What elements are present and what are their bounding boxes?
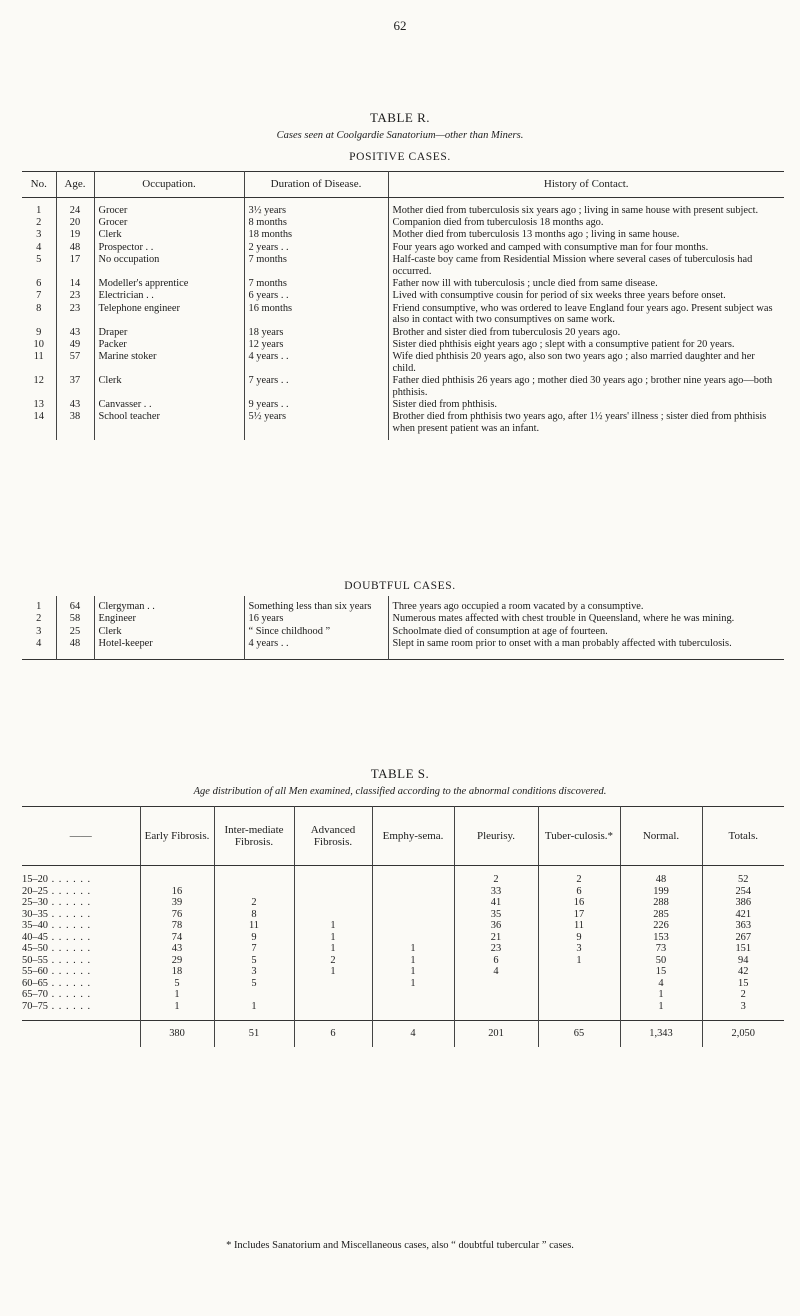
count-cell	[538, 989, 620, 1001]
age-group-row	[22, 978, 784, 990]
total-cell: 380	[140, 1021, 214, 1048]
count-cell	[372, 886, 454, 898]
case-occupation: Grocer	[94, 204, 244, 216]
totals-row	[22, 1021, 784, 1048]
count-cell	[454, 978, 538, 990]
count-cell: 43	[140, 943, 214, 955]
case-occupation: Clerk	[94, 374, 244, 398]
col-header-tuberculosis: Tuber-culosis.*	[538, 807, 620, 866]
col-header-pleurisy: Pleurisy.	[454, 807, 538, 866]
positive-cases-body	[22, 198, 784, 441]
count-cell: 2	[214, 897, 294, 909]
count-cell: 1	[294, 966, 372, 978]
case-number: 14	[22, 410, 56, 434]
case-history: Slept in same room prior to onset with a man probably affected with tuberculosis.	[392, 638, 732, 650]
table-r-title: TABLE R.	[369, 110, 430, 125]
case-number: 3	[22, 228, 56, 240]
case-duration: Something less than six years	[244, 600, 388, 612]
age-group-label: 65–70 . . . . . .	[22, 989, 140, 1001]
table-r-header-row	[22, 172, 784, 198]
count-cell	[372, 874, 454, 886]
count-cell: 1	[214, 1001, 294, 1013]
case-occupation: Electrician . .	[94, 289, 244, 301]
count-cell: 3	[214, 966, 294, 978]
case-duration: 4 years . .	[244, 637, 388, 649]
positive-case-row	[22, 374, 784, 398]
case-age: 20	[56, 216, 94, 228]
age-group-label: 70–75 . . . . . .	[22, 1001, 140, 1013]
case-duration: 4 years . .	[244, 350, 388, 374]
case-duration: 16 months	[244, 302, 388, 326]
col-header-emphysema: Emphy-sema.	[372, 807, 454, 866]
count-cell: 6	[454, 955, 538, 967]
case-occupation: Prospector . .	[94, 241, 244, 253]
count-cell: 1	[620, 1001, 702, 1013]
case-number: 8	[22, 302, 56, 326]
case-duration: 8 months	[244, 216, 388, 228]
count-cell	[294, 978, 372, 990]
count-cell	[372, 897, 454, 909]
case-number: 1	[22, 204, 56, 216]
count-cell: 17	[538, 909, 620, 921]
case-history: Mother died from tuberculosis 13 months ago ; living in same house.	[392, 229, 680, 241]
age-group-label: 55–60 . . . . . .	[22, 966, 140, 978]
count-cell	[372, 932, 454, 944]
table-r-subtitle: Cases seen at Coolgardie Sanatorium—other than Miners.	[276, 130, 524, 141]
total-cell: 6	[294, 1021, 372, 1048]
count-cell	[294, 989, 372, 1001]
count-cell: 267	[735, 931, 752, 943]
count-cell: 153	[620, 932, 702, 944]
positive-case-row	[22, 302, 784, 326]
count-cell: 74	[140, 932, 214, 944]
case-number: 1	[22, 600, 56, 612]
case-number: 6	[22, 277, 56, 289]
col-header-advanced-fibrosis: Advanced Fibrosis.	[294, 807, 372, 866]
case-occupation: Canvasser . .	[94, 398, 244, 410]
case-age: 17	[56, 253, 94, 277]
count-cell: 4	[454, 966, 538, 978]
table-r-doubtful	[22, 596, 784, 660]
total-cell: 4	[372, 1021, 454, 1048]
case-age: 48	[56, 637, 94, 649]
positive-case-row	[22, 350, 784, 374]
positive-case-row	[22, 204, 784, 216]
dot-leader: . . . . . .	[47, 897, 92, 908]
count-cell: 9	[214, 932, 294, 944]
case-age: 57	[56, 350, 94, 374]
count-cell: 3	[538, 943, 620, 955]
case-duration: 3½ years	[244, 204, 388, 216]
case-history: Lived with consumptive cousin for period of six weeks three years before onset.	[392, 290, 726, 302]
positive-case-row	[22, 338, 784, 350]
age-group-label: 50–55 . . . . . .	[22, 955, 140, 967]
case-history: Schoolmate died of consumption at age of fourteen.	[392, 625, 608, 637]
col-header-history: History of Contact.	[388, 172, 784, 198]
dot-leader: . . . . . .	[47, 977, 92, 989]
count-cell: 39	[140, 897, 214, 909]
age-group-label: 15–20 . . . . . .	[22, 874, 140, 886]
count-cell: 48	[620, 874, 702, 886]
count-cell	[294, 909, 372, 921]
case-occupation: Modeller's apprentice	[94, 277, 244, 289]
case-history: Four years ago worked and camped with consumptive man for four months.	[392, 241, 709, 253]
count-cell: 5	[214, 978, 294, 990]
count-cell	[294, 874, 372, 886]
count-cell: 1	[294, 943, 372, 955]
col-header-totals: Totals.	[702, 807, 784, 866]
count-cell: 15	[738, 977, 749, 989]
case-history: Brother died from phthisis two years ago, after 1½ years' illness ; sister died from phthisis when present patient was an infant.	[392, 411, 767, 434]
total-cell: 51	[214, 1021, 294, 1048]
positive-case-row	[22, 289, 784, 301]
count-cell: 8	[214, 909, 294, 921]
count-cell	[140, 874, 214, 886]
case-duration: 7 years . .	[244, 374, 388, 398]
case-number: 2	[22, 612, 56, 624]
page-number: 62	[393, 18, 407, 33]
case-occupation: Draper	[94, 326, 244, 338]
age-group-label: 40–45 . . . . . .	[22, 932, 140, 944]
case-duration: 9 years . .	[244, 398, 388, 410]
doubtful-cases-body	[22, 596, 784, 660]
col-header-no: No.	[22, 172, 56, 198]
dot-leader: . . . . . .	[47, 885, 92, 897]
col-header-early-fibrosis: Early Fibrosis.	[140, 807, 214, 866]
case-occupation: Engineer	[94, 612, 244, 624]
count-cell: 18	[140, 966, 214, 978]
count-cell: 42	[738, 966, 749, 977]
count-cell: 7	[214, 943, 294, 955]
count-cell: 6	[538, 886, 620, 898]
case-age: 49	[56, 338, 94, 350]
case-duration: 2 years . .	[244, 241, 388, 253]
case-occupation: Clerk	[94, 228, 244, 240]
case-occupation: No occupation	[94, 253, 244, 277]
case-number: 12	[22, 374, 56, 398]
case-age: 23	[56, 302, 94, 326]
col-header-occupation: Occupation.	[94, 172, 244, 198]
count-cell: 11	[214, 920, 294, 932]
count-cell: 15	[620, 966, 702, 978]
table-s-footnote: * Includes Sanatorium and Miscellaneous cases, also “ doubtful tubercular ” cases.	[226, 1240, 574, 1251]
total-cell: 2,050	[702, 1021, 784, 1048]
age-group-label: 60–65 . . . . . .	[22, 978, 140, 990]
case-history: Companion died from tuberculosis 18 months ago.	[392, 216, 604, 228]
case-history: Father died phthisis 26 years ago ; mother died 30 years ago ; brother nine years ago—both phthisis.	[392, 375, 773, 398]
case-occupation: Clerk	[94, 625, 244, 637]
age-group-row	[22, 874, 784, 886]
case-occupation: Clergyman . .	[94, 600, 244, 612]
doubtful-case-row	[22, 637, 784, 649]
col-header-normal: Normal.	[620, 807, 702, 866]
count-cell: 35	[454, 909, 538, 921]
count-cell: 1	[294, 920, 372, 932]
count-cell	[538, 1001, 620, 1013]
case-history: Mother died from tuberculosis six years ago ; living in same house with present subject.	[392, 204, 759, 216]
count-cell	[538, 978, 620, 990]
case-age: 24	[56, 204, 94, 216]
count-cell: 41	[454, 897, 538, 909]
case-duration: 18 years	[244, 326, 388, 338]
count-cell	[372, 920, 454, 932]
dot-leader: . . . . . .	[47, 966, 92, 977]
dot-leader: . . . . . .	[47, 874, 92, 885]
age-group-row	[22, 886, 784, 898]
positive-case-row	[22, 410, 784, 434]
count-cell: 285	[620, 909, 702, 921]
age-group-row	[22, 1001, 784, 1013]
count-cell: 5	[140, 978, 214, 990]
count-cell: 33	[454, 886, 538, 898]
dot-leader: . . . . . .	[47, 920, 92, 931]
age-group-label: 45–50 . . . . . .	[22, 943, 140, 955]
positive-cases-heading: POSITIVE CASES.	[349, 151, 451, 163]
table-s-title: TABLE S.	[370, 766, 430, 781]
count-cell	[372, 909, 454, 921]
age-group-label: 25–30 . . . . . .	[22, 897, 140, 909]
count-cell	[538, 966, 620, 978]
age-group-row	[22, 932, 784, 944]
case-age: 43	[56, 398, 94, 410]
positive-case-row	[22, 216, 784, 228]
count-cell: 1	[294, 932, 372, 944]
case-age: 38	[56, 410, 94, 434]
case-occupation: Marine stoker	[94, 350, 244, 374]
case-age: 23	[56, 289, 94, 301]
case-number: 10	[22, 338, 56, 350]
count-cell: 94	[738, 954, 749, 966]
positive-case-row	[22, 326, 784, 338]
age-group-row	[22, 897, 784, 909]
age-group-row	[22, 943, 784, 955]
count-cell: 2	[538, 874, 620, 886]
positive-case-row	[22, 398, 784, 410]
count-cell: 1	[372, 955, 454, 967]
count-cell	[372, 989, 454, 1001]
count-cell	[294, 886, 372, 898]
case-history: Father now ill with tuberculosis ; uncle died from same disease.	[392, 277, 658, 289]
count-cell: 2	[294, 955, 372, 967]
count-cell: 1	[140, 989, 214, 1001]
case-number: 5	[22, 253, 56, 277]
count-cell	[372, 1001, 454, 1013]
positive-case-row	[22, 277, 784, 289]
count-cell	[294, 897, 372, 909]
doubtful-cases-heading: DOUBTFUL CASES.	[344, 580, 456, 592]
count-cell: 11	[538, 920, 620, 932]
case-occupation: Telephone engineer	[94, 302, 244, 326]
case-duration: 16 years	[244, 612, 388, 624]
case-number: 4	[22, 241, 56, 253]
case-age: 64	[56, 600, 94, 612]
doubtful-case-row	[22, 600, 784, 612]
count-cell: 421	[735, 908, 752, 920]
count-cell: 5	[214, 955, 294, 967]
case-duration: 7 months	[244, 253, 388, 277]
case-number: 9	[22, 326, 56, 338]
case-history: Friend consumptive, who was ordered to leave England four years ago. Present subject was also in contact with two consumptives on same work.	[392, 302, 773, 326]
table-s	[22, 806, 784, 1047]
positive-case-row	[22, 228, 784, 240]
case-number: 13	[22, 398, 56, 410]
case-occupation: Packer	[94, 338, 244, 350]
case-history: Three years ago occupied a room vacated by a consumptive.	[392, 601, 644, 612]
case-history: Numerous mates affected with chest trouble in Queensland, where he was mining.	[392, 613, 735, 625]
age-group-row	[22, 989, 784, 1001]
count-cell: 76	[140, 909, 214, 921]
count-cell: 254	[735, 885, 752, 897]
count-cell: 1	[140, 1001, 214, 1013]
count-cell: 21	[454, 932, 538, 944]
case-history: Sister died from phthisis.	[392, 399, 497, 410]
age-group-row	[22, 920, 784, 932]
count-cell: 1	[372, 966, 454, 978]
count-cell	[454, 989, 538, 1001]
count-cell	[294, 1001, 372, 1013]
dot-leader: . . . . . .	[47, 1000, 92, 1012]
case-occupation: Hotel-keeper	[94, 637, 244, 649]
case-duration: 6 years . .	[244, 289, 388, 301]
count-cell: 1	[372, 978, 454, 990]
case-history: Sister died phthisis eight years ago ; slept with a consumptive patient for 20 years.	[392, 338, 735, 350]
case-occupation: School teacher	[94, 410, 244, 434]
count-cell: 386	[735, 897, 752, 908]
col-header-age-group: ——	[22, 807, 140, 866]
case-occupation: Grocer	[94, 216, 244, 228]
age-group-label: 20–25 . . . . . .	[22, 886, 140, 898]
age-group-row	[22, 909, 784, 921]
count-cell: 2	[740, 989, 746, 1000]
count-cell: 16	[538, 897, 620, 909]
positive-case-row	[22, 241, 784, 253]
col-header-age: Age.	[56, 172, 94, 198]
count-cell: 2	[454, 874, 538, 886]
dot-leader: . . . . . .	[47, 931, 92, 943]
count-cell: 1	[620, 989, 702, 1001]
doubtful-case-row	[22, 612, 784, 624]
count-cell: 3	[740, 1000, 746, 1012]
count-cell: 29	[140, 955, 214, 967]
case-age: 48	[56, 241, 94, 253]
count-cell: 4	[620, 978, 702, 990]
case-age: 19	[56, 228, 94, 240]
age-group-label: 35–40 . . . . . .	[22, 920, 140, 932]
count-cell: 226	[620, 920, 702, 932]
col-header-intermediate-fibrosis: Inter-mediate Fibrosis.	[214, 807, 294, 866]
case-number: 4	[22, 637, 56, 649]
table-s-body	[22, 866, 784, 1048]
doubtful-case-row	[22, 625, 784, 637]
count-cell: 36	[454, 920, 538, 932]
case-age: 37	[56, 374, 94, 398]
count-cell: 363	[735, 920, 752, 931]
count-cell: 288	[620, 897, 702, 909]
count-cell	[214, 886, 294, 898]
col-header-duration: Duration of Disease.	[244, 172, 388, 198]
case-duration: “ Since childhood ”	[244, 625, 388, 637]
count-cell: 16	[140, 886, 214, 898]
count-cell: 23	[454, 943, 538, 955]
case-age: 25	[56, 625, 94, 637]
count-cell: 78	[140, 920, 214, 932]
case-number: 7	[22, 289, 56, 301]
total-cell: 201	[454, 1021, 538, 1048]
dot-leader: . . . . . .	[47, 908, 92, 920]
age-group-row	[22, 966, 784, 978]
case-duration: 12 years	[244, 338, 388, 350]
case-age: 14	[56, 277, 94, 289]
case-duration: 7 months	[244, 277, 388, 289]
positive-case-row	[22, 253, 784, 277]
case-history: Half-caste boy came from Residential Mission where several cases of tuberculosis had occurred.	[392, 254, 753, 277]
count-cell: 1	[538, 955, 620, 967]
count-cell	[214, 989, 294, 1001]
age-group-row	[22, 955, 784, 967]
case-age: 43	[56, 326, 94, 338]
count-cell: 9	[538, 932, 620, 944]
case-history: Brother and sister died from tuberculosis 20 years ago.	[392, 326, 621, 338]
case-number: 11	[22, 350, 56, 374]
case-duration: 5½ years	[244, 410, 388, 434]
case-age: 58	[56, 612, 94, 624]
case-history: Wife died phthisis 20 years ago, also son two years ago ; also married daughter and her child.	[392, 351, 755, 374]
case-number: 3	[22, 625, 56, 637]
dot-leader: . . . . . .	[47, 989, 92, 1000]
count-cell: 1	[372, 943, 454, 955]
age-group-label: 30–35 . . . . . .	[22, 909, 140, 921]
count-cell: 52	[738, 874, 749, 885]
count-cell: 73	[620, 943, 702, 955]
case-duration: 18 months	[244, 228, 388, 240]
table-s-header-row	[22, 807, 784, 866]
dot-leader: . . . . . .	[47, 954, 92, 966]
case-number: 2	[22, 216, 56, 228]
count-cell	[454, 1001, 538, 1013]
table-s-subtitle: Age distribution of all Men examined, classified according to the abnormal conditions discovered.	[193, 786, 607, 797]
total-cell: 65	[538, 1021, 620, 1048]
count-cell	[214, 874, 294, 886]
count-cell: 50	[620, 955, 702, 967]
total-cell: 1,343	[620, 1021, 702, 1048]
count-cell: 151	[735, 943, 752, 954]
dot-leader: . . . . . .	[47, 943, 92, 954]
count-cell: 199	[620, 886, 702, 898]
table-r	[22, 171, 784, 440]
